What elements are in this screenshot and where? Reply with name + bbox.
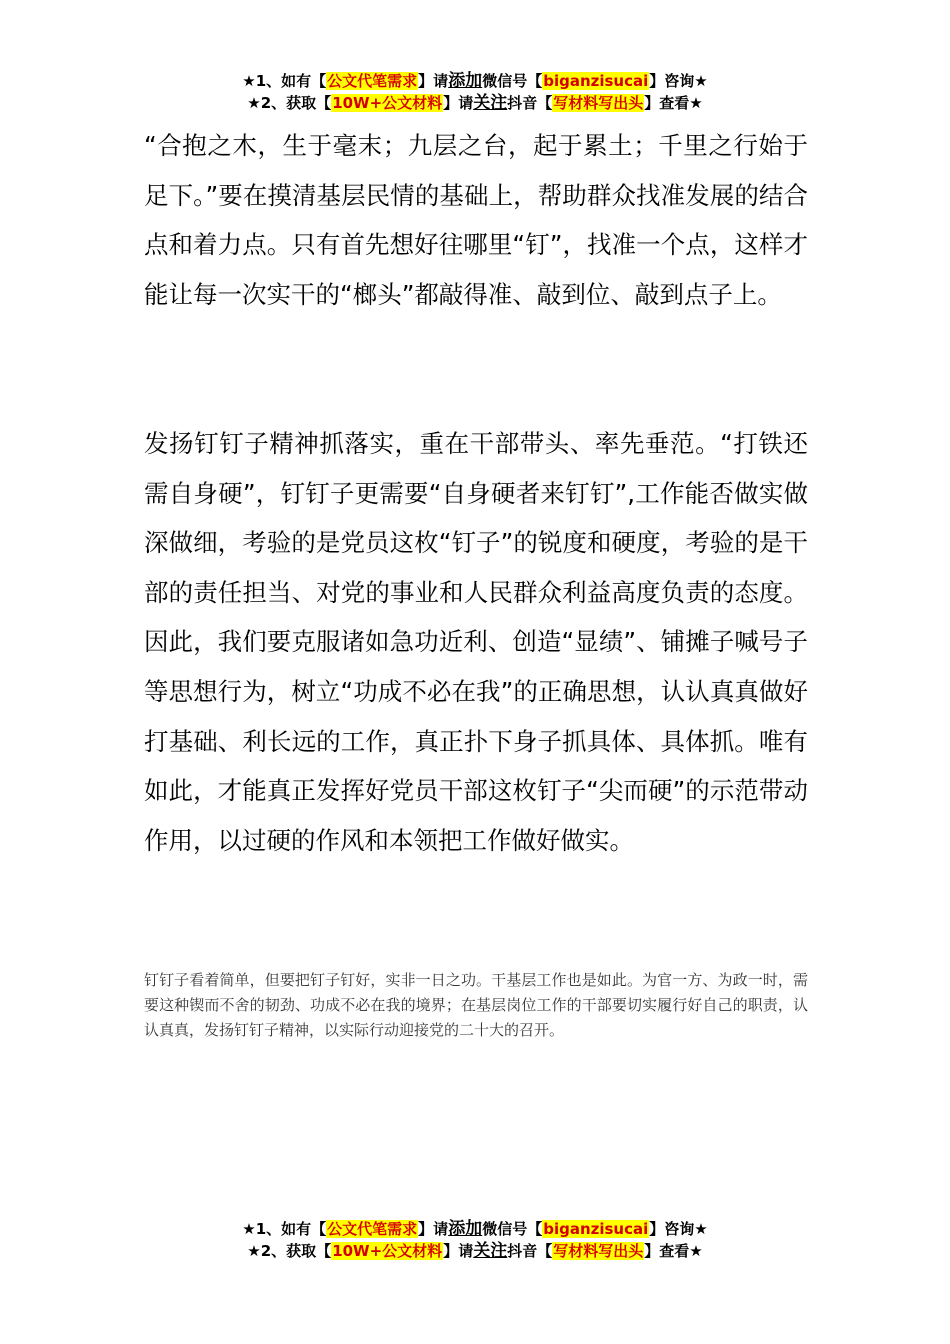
banner-highlight-materials: 10W+公文材料 xyxy=(332,94,443,112)
banner-add-emphasis: 添加 xyxy=(448,71,483,91)
header-banner xyxy=(0,70,950,114)
banner-line2-please: 】请 xyxy=(443,1242,474,1260)
banner-line1-please: 】请 xyxy=(418,1220,449,1238)
banner-line2-please: 】请 xyxy=(443,94,474,112)
banner-highlight-materials: 10W+公文材料 xyxy=(332,1242,443,1260)
banner-line-2 xyxy=(0,92,950,114)
banner-line1-prefix: ★1、如有【 xyxy=(242,1220,327,1238)
banner-douyin-label: 抖音【 xyxy=(507,1242,553,1260)
body-paragraph-3: 钉钉子看着简单，但要把钉子钉好，实非一日之功。干基层工作也是如此。为官一方、为政一时，需要这种锲而不舍的韧劲、功成不必在我的境界；在基层岗位工作的干部要切实履行好自己的职责，认认真真，发扬钉钉子精神，以实际行动迎接党的二十大的召开。 xyxy=(144,971,808,1039)
body-paragraph-1: “合抱之木，生于毫末；九层之台，起于累土；千里之行始于足下。”要在摸清基层民情的基础上，帮助群众找准发展的结合点和着力点。只有首先想好往哪里“钉”，找准一个点，这样才能让每一次实干的“榔头”都敲得准、敲到位、敲到点子上。 xyxy=(144,131,808,309)
banner-line-2 xyxy=(0,1240,950,1262)
banner-follow-emphasis: 关注 xyxy=(473,93,508,113)
banner-douyin-id: 写材料写出头 xyxy=(553,94,644,112)
footer-banner xyxy=(0,1218,950,1262)
banner-add-emphasis: 添加 xyxy=(448,1219,483,1239)
banner-wechat-label: 微信号【 xyxy=(482,1220,543,1238)
banner-highlight-service: 公文代笔需求 xyxy=(327,72,418,90)
banner-douyin-id: 写材料写出头 xyxy=(553,1242,644,1260)
banner-wechat-label: 微信号【 xyxy=(482,72,543,90)
banner-line-1 xyxy=(0,1218,950,1240)
banner-follow-emphasis: 关注 xyxy=(473,1241,508,1261)
banner-line1-suffix: 】咨询★ xyxy=(649,72,708,90)
banner-wechat-id: biganzisucai xyxy=(543,72,649,90)
banner-highlight-service: 公文代笔需求 xyxy=(327,1220,418,1238)
banner-line2-prefix: ★2、获取【 xyxy=(247,94,332,112)
banner-line2-suffix: 】查看★ xyxy=(644,94,703,112)
body-paragraph-2: 发扬钉钉子精神抓落实，重在干部带头、率先垂范。“打铁还需自身硬”，钉钉子更需要“自身硬者来钉钉”,工作能否做实做深做细，考验的是党员这枚“钉子”的锐度和硬度，考验的是干部的责任担当、对党的事业和人民群众利益高度负责的态度。因此，我们要克服诸如急功近利、创造“显绩”、铺摊子喊号子等思想行为，树立“功成不必在我”的正确思想，认认真真做好打基础、利长远的工作，真正扑下身子抓具体、具体抓。唯有如此，才能真正发挥好党员干部这枚钉子“尖而硬”的示范带动作用，以过硬的作风和本领把工作做好做实。 xyxy=(144,429,808,855)
banner-line1-prefix: ★1、如有【 xyxy=(242,72,327,90)
banner-douyin-label: 抖音【 xyxy=(507,94,553,112)
banner-line-1 xyxy=(0,70,950,92)
banner-line1-please: 】请 xyxy=(418,72,449,90)
banner-line1-suffix: 】咨询★ xyxy=(649,1220,708,1238)
banner-line2-suffix: 】查看★ xyxy=(644,1242,703,1260)
banner-line2-prefix: ★2、获取【 xyxy=(247,1242,332,1260)
banner-wechat-id: biganzisucai xyxy=(543,1220,649,1238)
